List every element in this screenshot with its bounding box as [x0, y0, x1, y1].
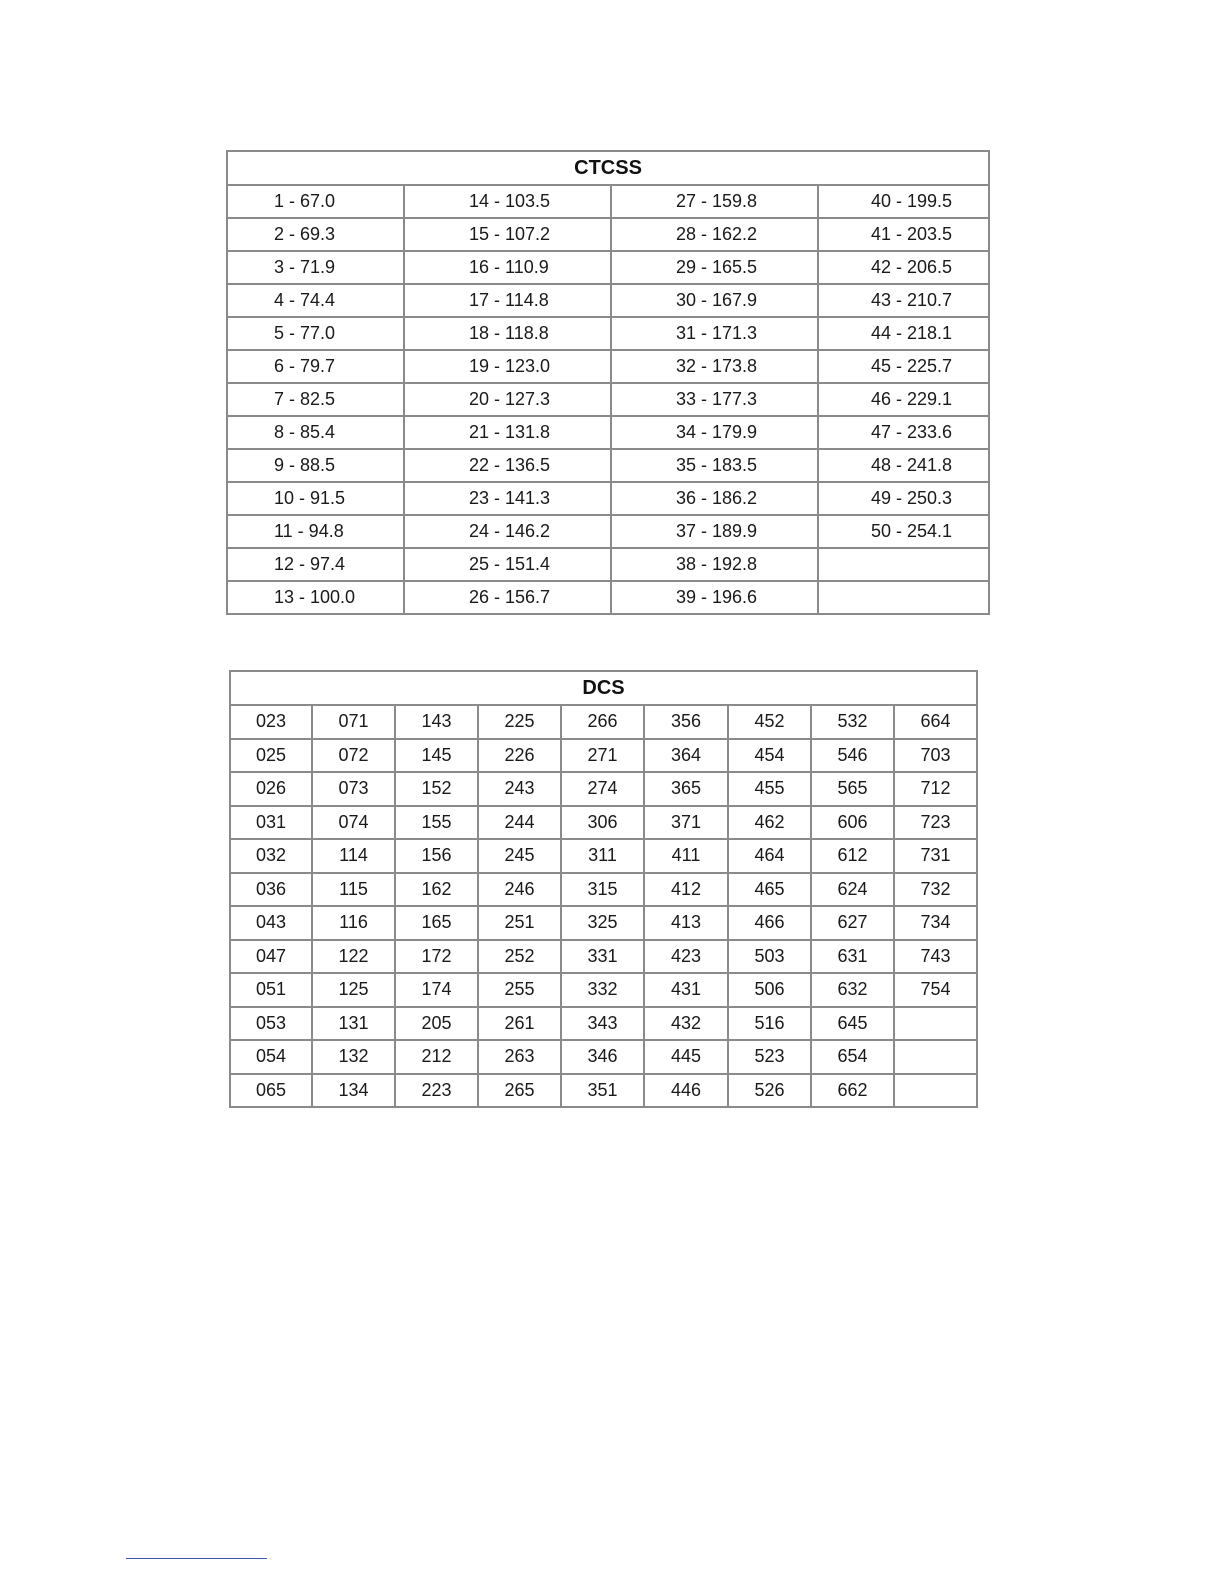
dcs-cell: 723	[894, 806, 977, 840]
dcs-row	[230, 739, 977, 773]
ctcss-row	[227, 515, 989, 548]
dcs-cell: 073	[312, 772, 395, 806]
dcs-cell: 645	[811, 1007, 894, 1041]
dcs-cell: 223	[395, 1074, 478, 1108]
dcs-cell: 025	[230, 739, 312, 773]
dcs-cell: 036	[230, 873, 312, 907]
dcs-cell: 432	[644, 1007, 728, 1041]
dcs-cell: 423	[644, 940, 728, 974]
ctcss-cell: 4 - 74.4	[227, 284, 404, 317]
ctcss-row	[227, 482, 989, 515]
ctcss-cell: 46 - 229.1	[818, 383, 989, 416]
dcs-cell: 743	[894, 940, 977, 974]
ctcss-row	[227, 449, 989, 482]
dcs-row	[230, 1007, 977, 1041]
dcs-cell: 526	[728, 1074, 811, 1108]
dcs-cell: 731	[894, 839, 977, 873]
dcs-cell: 122	[312, 940, 395, 974]
dcs-cell: 071	[312, 705, 395, 739]
dcs-cell: 664	[894, 705, 977, 739]
dcs-cell: 244	[478, 806, 561, 840]
ctcss-cell: 42 - 206.5	[818, 251, 989, 284]
ctcss-cell: 35 - 183.5	[611, 449, 818, 482]
ctcss-cell: 21 - 131.8	[404, 416, 611, 449]
dcs-row	[230, 839, 977, 873]
ctcss-cell: 28 - 162.2	[611, 218, 818, 251]
dcs-cell: 132	[312, 1040, 395, 1074]
dcs-cell: 466	[728, 906, 811, 940]
dcs-cell: 225	[478, 705, 561, 739]
ctcss-title: CTCSS	[227, 151, 989, 185]
dcs-cell: 031	[230, 806, 312, 840]
dcs-cell: 712	[894, 772, 977, 806]
ctcss-cell: 41 - 203.5	[818, 218, 989, 251]
dcs-cell: 265	[478, 1074, 561, 1108]
ctcss-row	[227, 416, 989, 449]
dcs-cell: 252	[478, 940, 561, 974]
dcs-row	[230, 1040, 977, 1074]
dcs-cell: 734	[894, 906, 977, 940]
dcs-cell: 263	[478, 1040, 561, 1074]
dcs-cell: 346	[561, 1040, 644, 1074]
dcs-cell: 114	[312, 839, 395, 873]
ctcss-cell: 44 - 218.1	[818, 317, 989, 350]
dcs-cell: 364	[644, 739, 728, 773]
dcs-row	[230, 1074, 977, 1108]
ctcss-cell: 6 - 79.7	[227, 350, 404, 383]
ctcss-cell: 15 - 107.2	[404, 218, 611, 251]
dcs-cell: 311	[561, 839, 644, 873]
dcs-cell: 612	[811, 839, 894, 873]
dcs-cell: 152	[395, 772, 478, 806]
dcs-cell: 411	[644, 839, 728, 873]
dcs-cell: 516	[728, 1007, 811, 1041]
dcs-cell: 065	[230, 1074, 312, 1108]
dcs-cell: 371	[644, 806, 728, 840]
dcs-row	[230, 940, 977, 974]
dcs-row	[230, 806, 977, 840]
ctcss-cell: 18 - 118.8	[404, 317, 611, 350]
ctcss-cell: 9 - 88.5	[227, 449, 404, 482]
dcs-row	[230, 705, 977, 739]
dcs-cell: 074	[312, 806, 395, 840]
dcs-cell: 205	[395, 1007, 478, 1041]
dcs-cell: 431	[644, 973, 728, 1007]
ctcss-cell: 36 - 186.2	[611, 482, 818, 515]
dcs-cell: 632	[811, 973, 894, 1007]
ctcss-cell: 43 - 210.7	[818, 284, 989, 317]
ctcss-row	[227, 185, 989, 218]
ctcss-cell: 49 - 250.3	[818, 482, 989, 515]
dcs-cell: 116	[312, 906, 395, 940]
ctcss-cell: 8 - 85.4	[227, 416, 404, 449]
dcs-cell: 156	[395, 839, 478, 873]
dcs-cell: 703	[894, 739, 977, 773]
dcs-cell: 325	[561, 906, 644, 940]
dcs-cell: 125	[312, 973, 395, 1007]
dcs-cell: 043	[230, 906, 312, 940]
dcs-cell: 172	[395, 940, 478, 974]
dcs-cell: 143	[395, 705, 478, 739]
dcs-cell: 266	[561, 705, 644, 739]
ctcss-cell: 24 - 146.2	[404, 515, 611, 548]
ctcss-cell: 13 - 100.0	[227, 581, 404, 614]
dcs-cell: 072	[312, 739, 395, 773]
footnote-rule	[126, 1558, 267, 1559]
ctcss-cell: 31 - 171.3	[611, 317, 818, 350]
dcs-body	[230, 705, 977, 1107]
dcs-table	[229, 670, 978, 1108]
dcs-cell: 343	[561, 1007, 644, 1041]
ctcss-cell: 12 - 97.4	[227, 548, 404, 581]
dcs-row	[230, 772, 977, 806]
dcs-cell: 145	[395, 739, 478, 773]
ctcss-cell: 22 - 136.5	[404, 449, 611, 482]
dcs-row	[230, 906, 977, 940]
dcs-cell: 465	[728, 873, 811, 907]
dcs-cell: 732	[894, 873, 977, 907]
ctcss-cell: 25 - 151.4	[404, 548, 611, 581]
dcs-cell: 165	[395, 906, 478, 940]
dcs-cell: 261	[478, 1007, 561, 1041]
dcs-cell: 255	[478, 973, 561, 1007]
ctcss-cell: 32 - 173.8	[611, 350, 818, 383]
ctcss-row	[227, 548, 989, 581]
dcs-cell: 026	[230, 772, 312, 806]
dcs-cell: 631	[811, 940, 894, 974]
ctcss-row	[227, 218, 989, 251]
dcs-header-row	[230, 671, 977, 705]
ctcss-cell: 39 - 196.6	[611, 581, 818, 614]
ctcss-cell: 38 - 192.8	[611, 548, 818, 581]
ctcss-row	[227, 350, 989, 383]
dcs-cell: 413	[644, 906, 728, 940]
dcs-row	[230, 873, 977, 907]
dcs-cell: 546	[811, 739, 894, 773]
ctcss-cell: 33 - 177.3	[611, 383, 818, 416]
dcs-cell: 445	[644, 1040, 728, 1074]
ctcss-cell: 23 - 141.3	[404, 482, 611, 515]
ctcss-cell: 27 - 159.8	[611, 185, 818, 218]
dcs-cell	[894, 1040, 977, 1074]
dcs-cell: 365	[644, 772, 728, 806]
ctcss-row	[227, 251, 989, 284]
dcs-cell: 754	[894, 973, 977, 1007]
dcs-cell: 452	[728, 705, 811, 739]
ctcss-row	[227, 383, 989, 416]
dcs-cell: 053	[230, 1007, 312, 1041]
dcs-cell: 226	[478, 739, 561, 773]
dcs-cell	[894, 1007, 977, 1041]
dcs-cell: 464	[728, 839, 811, 873]
ctcss-row	[227, 581, 989, 614]
ctcss-table	[226, 150, 990, 615]
dcs-cell: 054	[230, 1040, 312, 1074]
ctcss-cell: 10 - 91.5	[227, 482, 404, 515]
dcs-cell: 606	[811, 806, 894, 840]
dcs-cell: 131	[312, 1007, 395, 1041]
ctcss-row	[227, 317, 989, 350]
ctcss-cell: 2 - 69.3	[227, 218, 404, 251]
ctcss-cell: 3 - 71.9	[227, 251, 404, 284]
ctcss-cell: 34 - 179.9	[611, 416, 818, 449]
ctcss-cell: 16 - 110.9	[404, 251, 611, 284]
dcs-cell: 274	[561, 772, 644, 806]
dcs-cell: 627	[811, 906, 894, 940]
ctcss-cell: 20 - 127.3	[404, 383, 611, 416]
dcs-cell: 532	[811, 705, 894, 739]
ctcss-cell: 19 - 123.0	[404, 350, 611, 383]
dcs-cell: 462	[728, 806, 811, 840]
dcs-cell: 506	[728, 973, 811, 1007]
ctcss-cell	[818, 548, 989, 581]
dcs-cell: 162	[395, 873, 478, 907]
dcs-cell: 023	[230, 705, 312, 739]
ctcss-cell: 40 - 199.5	[818, 185, 989, 218]
ctcss-cell: 26 - 156.7	[404, 581, 611, 614]
dcs-cell: 624	[811, 873, 894, 907]
ctcss-cell: 11 - 94.8	[227, 515, 404, 548]
dcs-cell: 174	[395, 973, 478, 1007]
ctcss-cell: 45 - 225.7	[818, 350, 989, 383]
dcs-cell: 047	[230, 940, 312, 974]
dcs-cell: 246	[478, 873, 561, 907]
dcs-cell	[894, 1074, 977, 1108]
ctcss-cell: 7 - 82.5	[227, 383, 404, 416]
ctcss-row	[227, 284, 989, 317]
ctcss-header-row	[227, 151, 989, 185]
dcs-cell: 503	[728, 940, 811, 974]
dcs-cell: 155	[395, 806, 478, 840]
ctcss-cell: 37 - 189.9	[611, 515, 818, 548]
dcs-cell: 412	[644, 873, 728, 907]
dcs-cell: 565	[811, 772, 894, 806]
dcs-cell: 654	[811, 1040, 894, 1074]
dcs-cell: 271	[561, 739, 644, 773]
dcs-title: DCS	[230, 671, 977, 705]
dcs-row	[230, 973, 977, 1007]
dcs-cell: 306	[561, 806, 644, 840]
ctcss-cell: 30 - 167.9	[611, 284, 818, 317]
dcs-cell: 243	[478, 772, 561, 806]
ctcss-cell: 47 - 233.6	[818, 416, 989, 449]
ctcss-cell: 48 - 241.8	[818, 449, 989, 482]
dcs-cell: 356	[644, 705, 728, 739]
dcs-cell: 523	[728, 1040, 811, 1074]
dcs-cell: 454	[728, 739, 811, 773]
dcs-cell: 332	[561, 973, 644, 1007]
dcs-cell: 331	[561, 940, 644, 974]
dcs-cell: 662	[811, 1074, 894, 1108]
dcs-cell: 115	[312, 873, 395, 907]
dcs-cell: 212	[395, 1040, 478, 1074]
ctcss-body	[227, 185, 989, 614]
dcs-cell: 051	[230, 973, 312, 1007]
ctcss-cell	[818, 581, 989, 614]
dcs-cell: 455	[728, 772, 811, 806]
dcs-cell: 351	[561, 1074, 644, 1108]
dcs-cell: 245	[478, 839, 561, 873]
dcs-cell: 251	[478, 906, 561, 940]
ctcss-cell: 29 - 165.5	[611, 251, 818, 284]
ctcss-cell: 50 - 254.1	[818, 515, 989, 548]
ctcss-cell: 5 - 77.0	[227, 317, 404, 350]
ctcss-cell: 17 - 114.8	[404, 284, 611, 317]
ctcss-cell: 1 - 67.0	[227, 185, 404, 218]
dcs-cell: 032	[230, 839, 312, 873]
dcs-cell: 315	[561, 873, 644, 907]
dcs-cell: 446	[644, 1074, 728, 1108]
ctcss-cell: 14 - 103.5	[404, 185, 611, 218]
dcs-cell: 134	[312, 1074, 395, 1108]
